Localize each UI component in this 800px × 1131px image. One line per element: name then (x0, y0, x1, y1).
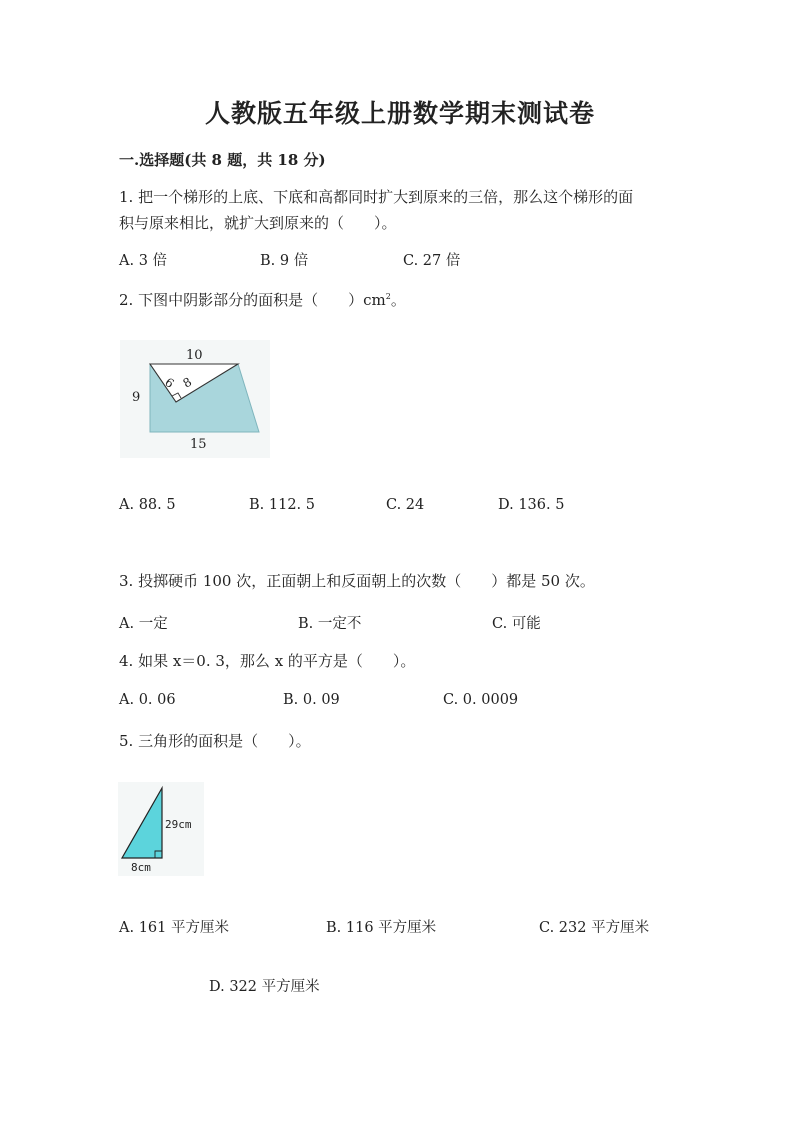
question-2-text: 2. 下图中阴影部分的面积是（ ）cm (119, 291, 386, 309)
question-2 (119, 284, 406, 313)
question-1-line1: 1. 把一个梯形的上底、下底和高都同时扩大到原来的三倍，那么这个梯形的面 (119, 188, 634, 206)
label-height: 29cm (165, 818, 192, 831)
label-bottom: 15 (190, 437, 207, 452)
q2-option-b: B. 112. 5 (249, 497, 315, 513)
question-2-end: 。 (390, 291, 406, 309)
page-title: 人教版五年级上册数学期末测试卷 (204, 99, 595, 128)
label-leg-6: 6 (162, 374, 177, 391)
question-5: 5. 三角形的面积是（ ）。 (119, 732, 311, 750)
q3-option-c: C. 可能 (492, 616, 541, 632)
q5-option-c: C. 232 平方厘米 (539, 920, 650, 936)
q2-option-c: C. 24 (386, 497, 425, 513)
trapezoid-figure (120, 340, 270, 458)
q3-option-b: B. 一定不 (298, 616, 362, 632)
label-leg-8: 8 (180, 374, 195, 391)
unit-superscript: 2 (385, 292, 391, 301)
q4-option-a: A. 0. 06 (119, 692, 176, 708)
question-4: 4. 如果 x＝0. 3，那么 x 的平方是（ ）。 (119, 652, 416, 670)
label-top: 10 (186, 348, 203, 363)
q2-option-a: A. 88. 5 (119, 497, 176, 513)
q4-option-c: C. 0. 0009 (443, 692, 519, 708)
q1-option-b: B. 9 倍 (260, 253, 309, 269)
question-3: 3. 投掷硬币 100 次，正面朝上和反面朝上的次数（ ）都是 50 次。 (119, 572, 595, 590)
q5-option-a: A. 161 平方厘米 (119, 920, 229, 936)
question-1-line2: 积与原来相比，就扩大到原来的（ ）。 (119, 214, 397, 232)
section-heading: 一.选择题(共 8 题，共 18 分) (119, 151, 326, 169)
q4-option-b: B. 0. 09 (283, 692, 340, 708)
q5-option-d: D. 322 平方厘米 (209, 979, 320, 995)
triangle-figure (118, 782, 204, 876)
q3-option-a: A. 一定 (119, 616, 168, 632)
q5-option-b: B. 116 平方厘米 (326, 920, 437, 936)
q1-option-a: A. 3 倍 (119, 253, 168, 269)
label-base: 8cm (131, 861, 151, 874)
q2-option-d: D. 136. 5 (498, 497, 565, 513)
label-left: 9 (132, 390, 141, 405)
q1-option-c: C. 27 倍 (403, 253, 461, 269)
